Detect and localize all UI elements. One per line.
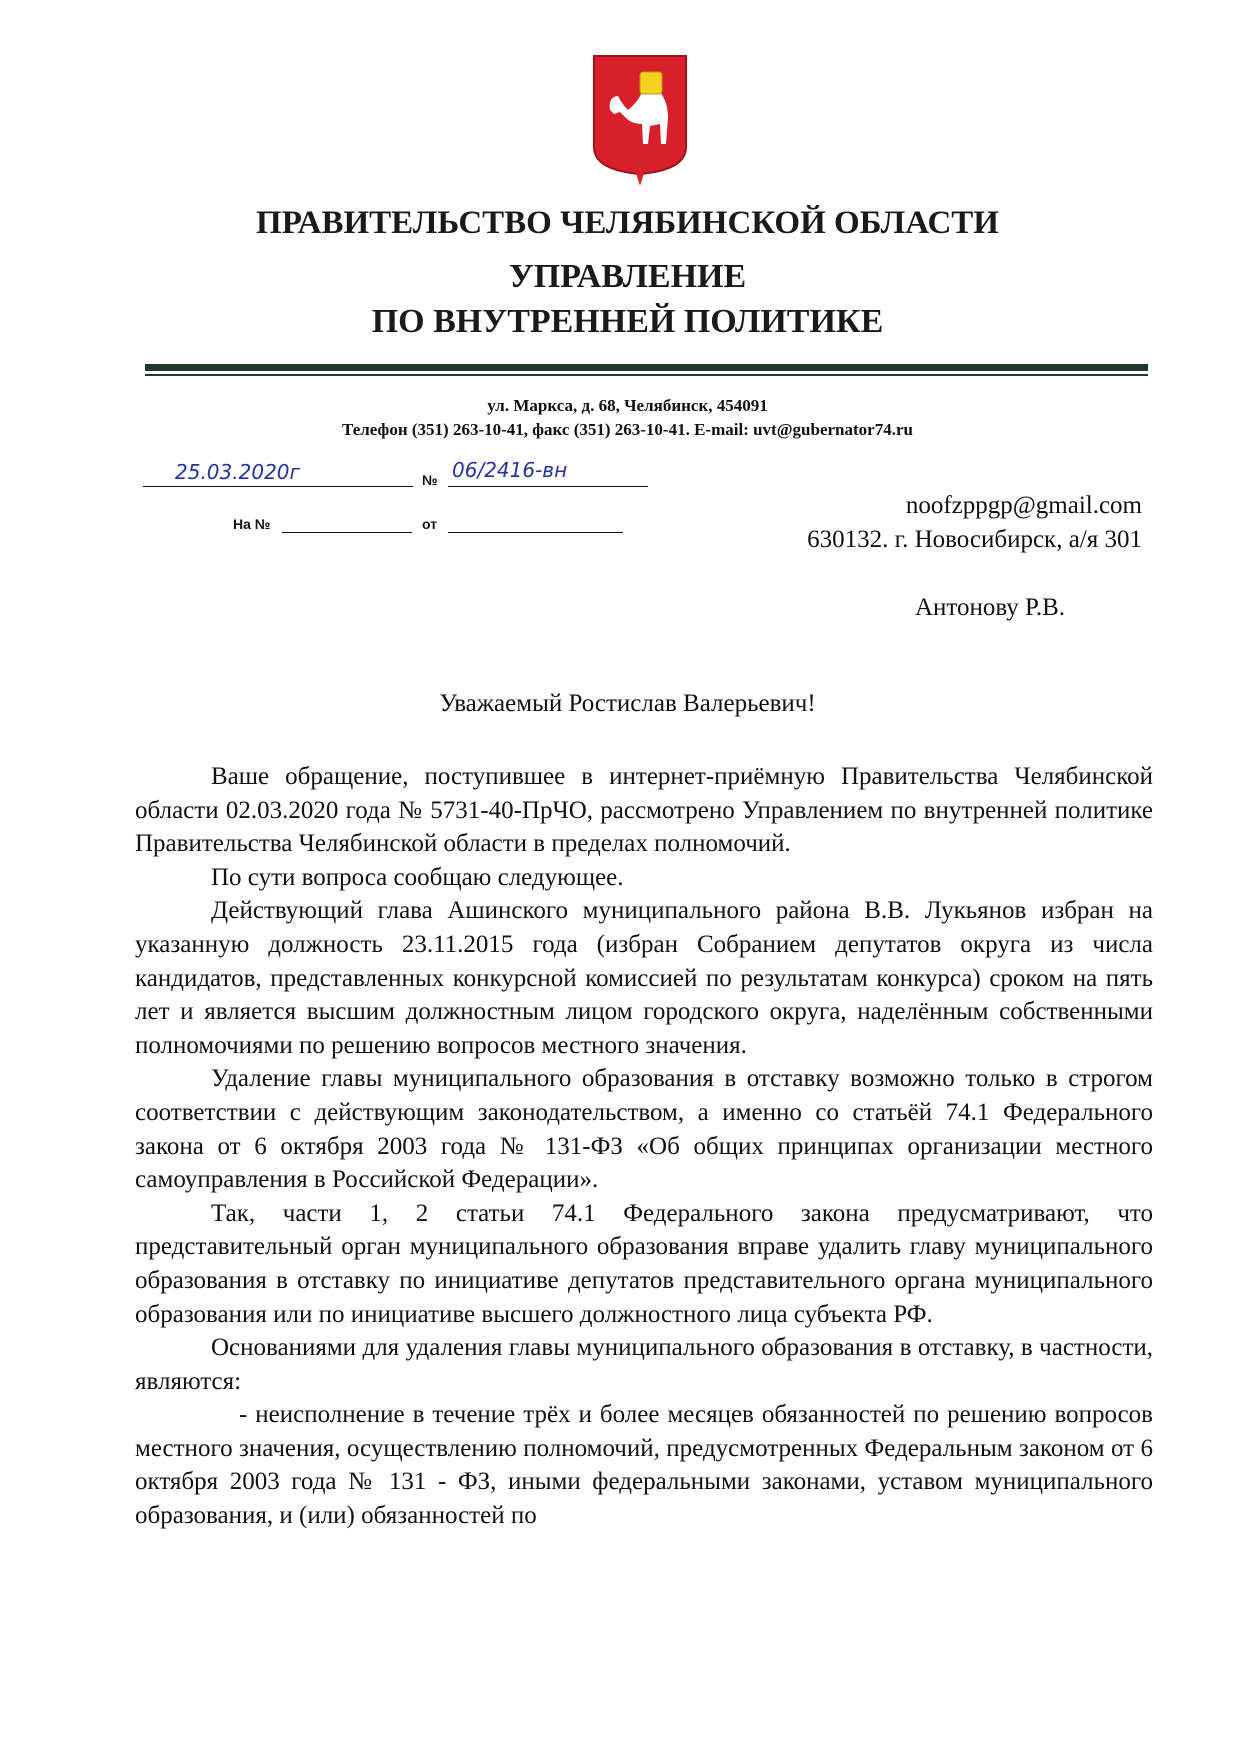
paragraph: Удаление главы муниципального образования в отставку возможно только в строгом соответствии с действующим законодательством, а именно со статьёй 74.1 Федерального закона от 6 октября 2003 года № 131-ФЗ «Об общих принципах организации местного самоуправления в Российской Федерации». (135, 1065, 1153, 1194)
paragraph: Так, части 1, 2 статьи 74.1 Федерального закона предусматривают, что представительный орган муниципального образования вправе удалить главу муниципального образования в отставку по инициативе депутатов представительного органа муниципального образования или по инициативе высшего должностного лица субъекта РФ. (135, 1199, 1153, 1328)
date-field (143, 462, 413, 487)
number-field (448, 458, 648, 487)
recipient-email: noofzppgp@gmail.com (905, 492, 1142, 519)
sender-contacts: Телефон (351) 263-10-41, факс (351) 263-10-41. E-mail: uvt@gubernator74.ru (342, 420, 913, 439)
recipient-name: Антонову Р.В. (914, 594, 1065, 621)
department-name-line1: УПРАВЛЕНИЕ (508, 258, 747, 295)
department-name-line2: ПО ВНУТРЕННЕЙ ПОЛИТИКЕ (371, 303, 884, 340)
paragraph: Ваше обращение, поступившее в интернет-приёмную Правительства Челябинской области 02.03.2020 года № 5731-40-ПрЧО, рассмотрено Управлением по внутренней политике Правительства Челябинской области в пределах полномочий. (135, 763, 1153, 858)
reply-from-label: от (422, 516, 438, 532)
number-label: № (422, 472, 438, 488)
greeting: Уважаемый Ростислав Валерьевич! (439, 690, 816, 717)
paragraph: По сути вопроса сообщаю следующее. (211, 863, 624, 891)
chelyabinsk-coat-of-arms-emblem (590, 52, 690, 187)
reply-number-field (282, 514, 412, 533)
paragraph: Действующий глава Ашинского муниципального района В.В. Лукьянов избран на указанную должность 23.11.2015 года (избран Собранием депутатов округа из числа кандидатов, представленных конкурсной комиссией по результатам конкурса) сроком на пять лет и является высшим должностным лицом городского округа, наделённым собственными полномочиями по решению вопросов местного значения. (135, 897, 1153, 1059)
reply-date-field (448, 514, 623, 533)
header-thick-rule (145, 364, 1148, 371)
sender-address: ул. Маркса, д. 68, Челябинск, 454091 (487, 396, 768, 415)
paragraph: - неисполнение в течение трёх и более месяцев обязанностей по решению вопросов местного значения, осуществлению полномочий, предусмотренных Федеральным законом от 6 октября 2003 года № 131 - ФЗ, иными федеральными законами, уставом муниципального образования, и (или) обязанностей по (135, 1401, 1153, 1530)
recipient-postal-address: 630132. г. Новосибирск, а/я 301 (807, 526, 1142, 553)
government-name: ПРАВИТЕЛЬСТВО ЧЕЛЯБИНСКОЙ ОБЛАСТИ (256, 205, 999, 241)
header-thin-rule (145, 374, 1148, 376)
reply-number-label: На № (233, 516, 271, 532)
handwritten-number: 06/2416-вн (452, 458, 568, 482)
handwritten-date: 25.03.2020г (175, 460, 301, 484)
paragraph: Основаниями для удаления главы муниципального образования в отставку, в частности, являются: (135, 1334, 1153, 1395)
letter-body (135, 760, 1153, 1533)
